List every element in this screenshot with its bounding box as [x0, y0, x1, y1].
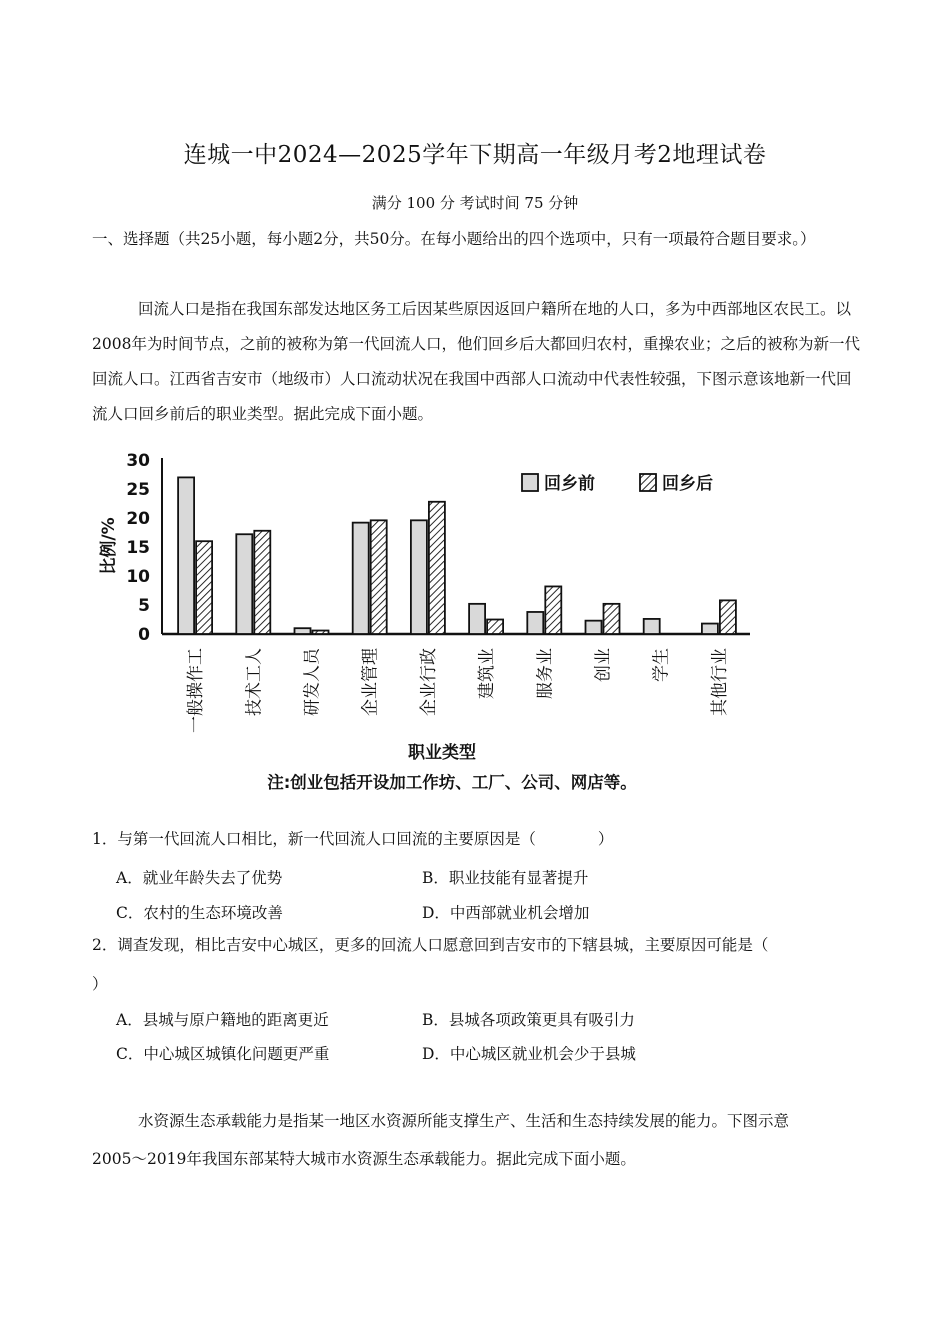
question-2-option-a[interactable]: A．县城与原户籍地的距离更近 — [116, 1011, 329, 1029]
question-2-option-d[interactable]: D．中心城区就业机会少于县城 — [422, 1045, 636, 1063]
y-tick-label: 30 — [126, 451, 150, 471]
bar-before — [469, 604, 485, 634]
bar-after — [371, 520, 387, 634]
page-title: 连城一中2024—2025学年下期高一年级月考2地理试卷 — [183, 142, 767, 168]
x-tick-label: 建筑业 — [477, 648, 498, 699]
question-2-option-b[interactable]: B．县城各项政策更具有吸引力 — [422, 1011, 635, 1029]
question-1-option-b[interactable]: B．职业技能有显著提升 — [422, 869, 589, 887]
bar-after — [196, 541, 212, 634]
bar-before — [178, 477, 194, 634]
bar-before — [236, 534, 252, 634]
x-tick-label: 研发人员 — [302, 648, 323, 716]
bar-before — [702, 624, 718, 634]
question-2-stem: 2．调查发现，相比吉安中心城区，更多的回流人口愿意回到吉安市的下辖县城，主要原因可能是（ — [92, 936, 769, 954]
question-1-stem: 1．与第一代回流人口相比，新一代回流人口回流的主要原因是（ ） — [92, 830, 614, 848]
y-tick-label: 5 — [138, 596, 150, 616]
bar-before — [353, 523, 369, 634]
bar-after — [545, 586, 561, 634]
bar-after — [604, 604, 620, 634]
y-tick-label: 10 — [126, 567, 150, 587]
section-instruction: 一、选择题（共25小题，每小题2分，共50分。在每小题给出的四个选项中，只有一项最符合题目要求。） — [92, 230, 816, 248]
bar-before — [586, 621, 602, 634]
exam-info: 满分 100 分 考试时间 75 分钟 — [371, 194, 579, 212]
legend-label-before: 回乡前 — [544, 474, 595, 494]
y-axis-label: 比例/% — [99, 517, 119, 575]
x-tick-label: 其他行业 — [709, 648, 730, 716]
bar-before — [527, 612, 543, 634]
legend-label-after: 回乡后 — [662, 474, 713, 494]
legend-swatch-before — [522, 474, 538, 491]
bar-after — [720, 600, 736, 634]
question-2-stem-end: ） — [92, 975, 108, 993]
question-1-option-c[interactable]: C．农村的生态环境改善 — [116, 904, 283, 922]
y-tick-label: 25 — [126, 480, 150, 500]
x-tick-label: 创业 — [593, 648, 614, 682]
passage-2-line-2: 2005～2019年我国东部某特大城市水资源生态承载能力。据此完成下面小题。 — [92, 1150, 636, 1168]
x-tick-label: 服务业 — [535, 648, 556, 699]
bar-before — [411, 520, 427, 634]
x-axis-label: 职业类型 — [408, 743, 476, 763]
bar-after — [254, 531, 270, 634]
occupation-bar-chart — [92, 446, 772, 806]
bar-after — [487, 620, 503, 635]
x-tick-label: 技术工人 — [244, 648, 265, 716]
y-tick-label: 0 — [138, 625, 150, 645]
question-1-option-d[interactable]: D．中西部就业机会增加 — [422, 904, 590, 922]
passage-1: 回流人口是指在我国东部发达地区务工后因某些原因返回户籍所在地的人口，多为中西部地区农民工。以2008年为时间节点，之前的被称为第一代回流人口，他们回乡后大都回归农村，重操农业；之后的被称为新一代回流人口。江西省吉安市（地级市）人口流动状况在我国中西部人口流动中代表性较强，下图示意该地新一代回流人口回乡前后的职业类型。据此完成下面小题。 — [92, 300, 860, 423]
legend-swatch-after — [640, 474, 656, 491]
x-tick-label: 企业行政 — [418, 648, 439, 716]
y-tick-label: 20 — [126, 509, 150, 529]
x-tick-label: 企业管理 — [360, 648, 381, 716]
bar-after — [313, 631, 329, 634]
question-1-option-a[interactable]: A．就业年龄失去了优势 — [116, 869, 283, 887]
x-tick-label: 学生 — [651, 648, 672, 682]
chart-note: 注:创业包括开设加工作坊、工厂、公司、网店等。 — [267, 773, 637, 792]
bar-after — [429, 502, 445, 634]
bar-before — [644, 619, 660, 634]
x-tick-label: 一般操作工 — [186, 648, 207, 733]
y-tick-label: 15 — [126, 538, 150, 558]
bar-before — [295, 628, 311, 634]
question-2-option-c[interactable]: C．中心城区城镇化问题更严重 — [116, 1045, 330, 1063]
passage-2-line-1: 水资源生态承载能力是指某一地区水资源所能支撑生产、生活和生态持续发展的能力。下图示意 — [138, 1112, 790, 1130]
